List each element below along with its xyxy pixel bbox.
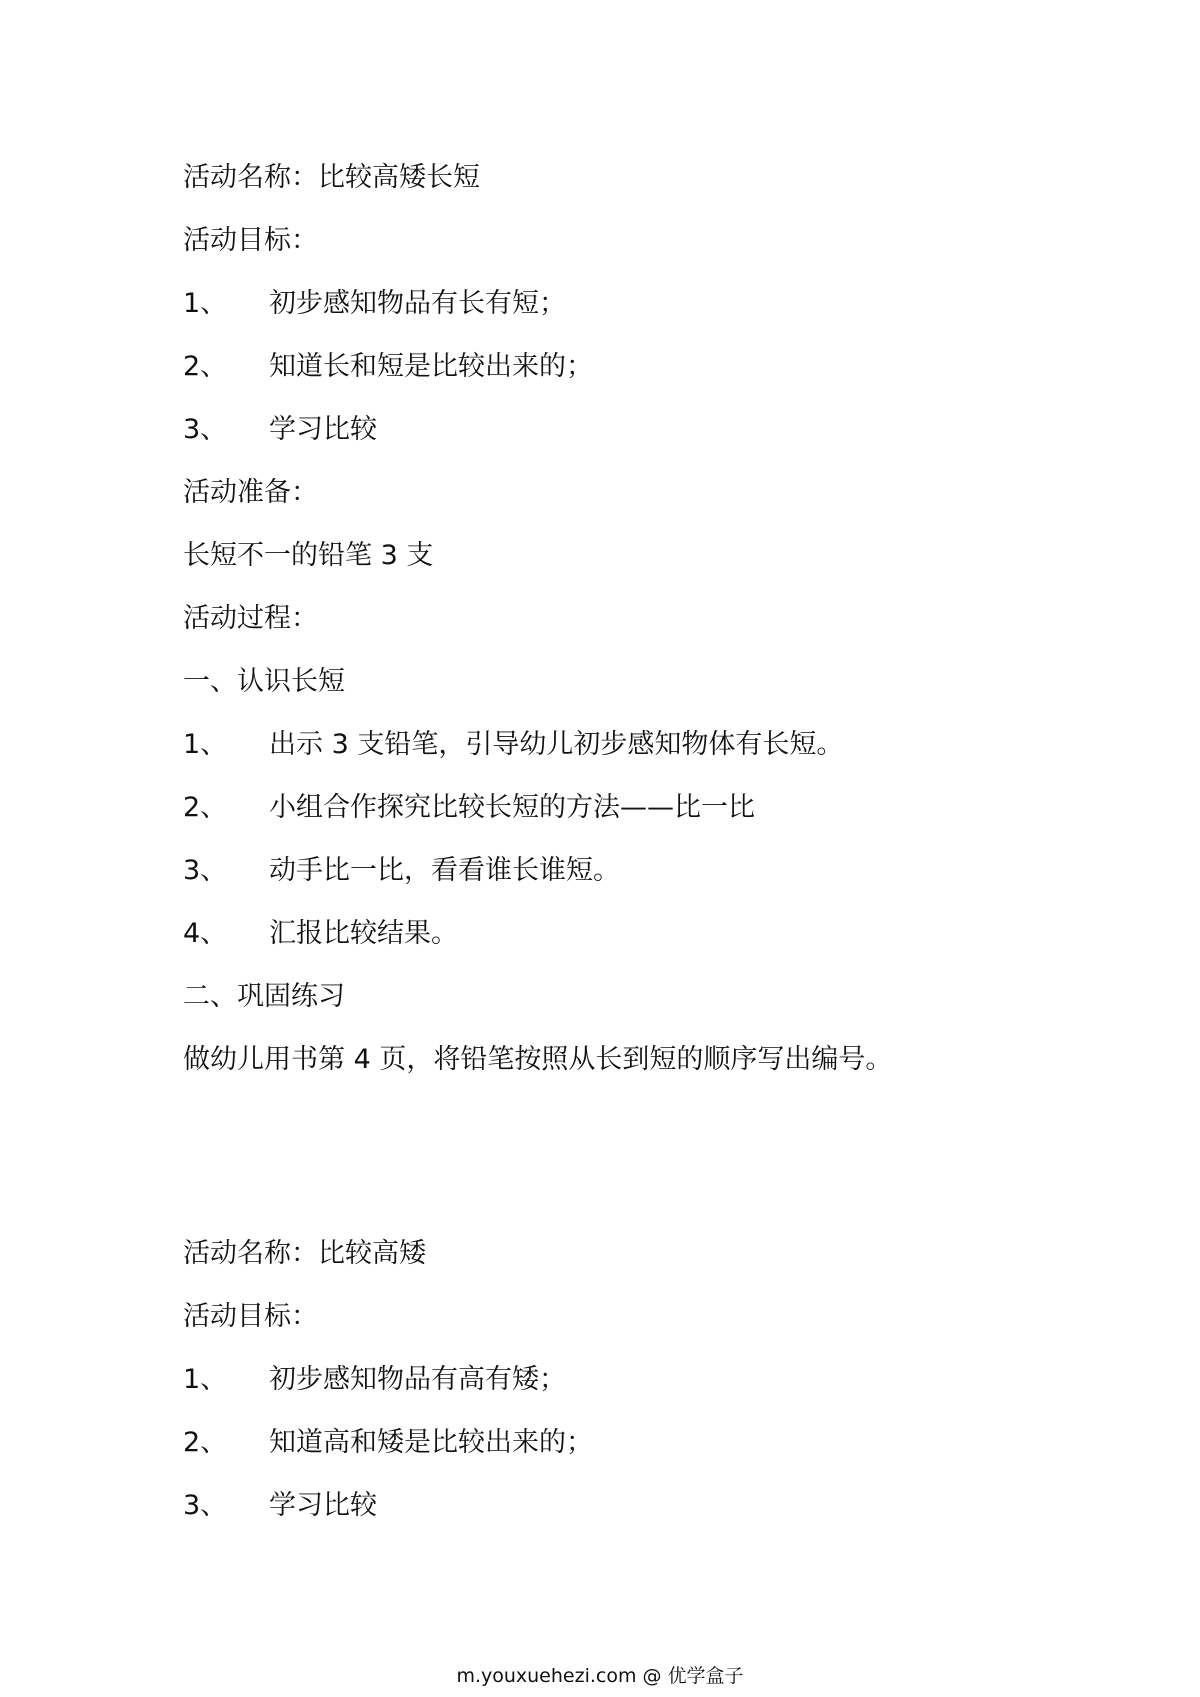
goals-heading: 活动目标： [183,225,318,256]
goal-item [183,1362,566,1398]
step-item [183,916,458,952]
goal-text: 学习比较 [269,1490,377,1521]
prep-text: 长短不一的铅笔 3 支 [183,540,434,571]
part2-heading: 二、巩固练习 [183,981,345,1012]
goal-number: 3、 [183,414,228,445]
step-text: 动手比一比，看看谁长谁短。 [269,855,620,886]
goal-text: 知道高和矮是比较出来的； [269,1427,593,1458]
goal-number: 3、 [183,1490,228,1521]
goal-number: 2、 [183,1427,228,1458]
goal-text: 知道长和短是比较出来的； [269,351,593,382]
activity-title: 活动名称：比较高矮 [183,1238,426,1269]
step-number: 1、 [183,729,228,760]
step-item [183,790,755,826]
step-number: 2、 [183,792,228,823]
step-text: 小组合作探究比较长短的方法——比一比 [269,792,755,823]
goal-item [183,412,377,448]
step-text: 汇报比较结果。 [269,918,458,949]
goal-item [183,349,593,385]
step-text: 出示 3 支铅笔，引导幼儿初步感知物体有长短。 [269,729,844,760]
activity-title: 活动名称：比较高矮长短 [183,162,480,193]
goal-text: 学习比较 [269,414,377,445]
goal-number: 1、 [183,1364,228,1395]
footer-watermark: m.youxuehezi.com @ 优学盒子 [456,1665,744,1687]
step-number: 4、 [183,918,228,949]
process-heading: 活动过程： [183,603,318,634]
step-item [183,727,843,763]
goal-number: 1、 [183,288,228,319]
goals-heading: 活动目标： [183,1301,318,1332]
part2-text: 做幼儿用书第 4 页，将铅笔按照从长到短的顺序写出编号。 [183,1044,893,1075]
goal-text: 初步感知物品有长有短； [269,288,566,319]
step-number: 3、 [183,855,228,886]
goal-number: 2、 [183,351,228,382]
goal-text: 初步感知物品有高有矮； [269,1364,566,1395]
goal-item [183,286,566,322]
prep-heading: 活动准备： [183,477,318,508]
goal-item [183,1488,377,1524]
step-item [183,853,620,889]
part1-heading: 一、认识长短 [183,666,345,697]
goal-item [183,1425,593,1461]
